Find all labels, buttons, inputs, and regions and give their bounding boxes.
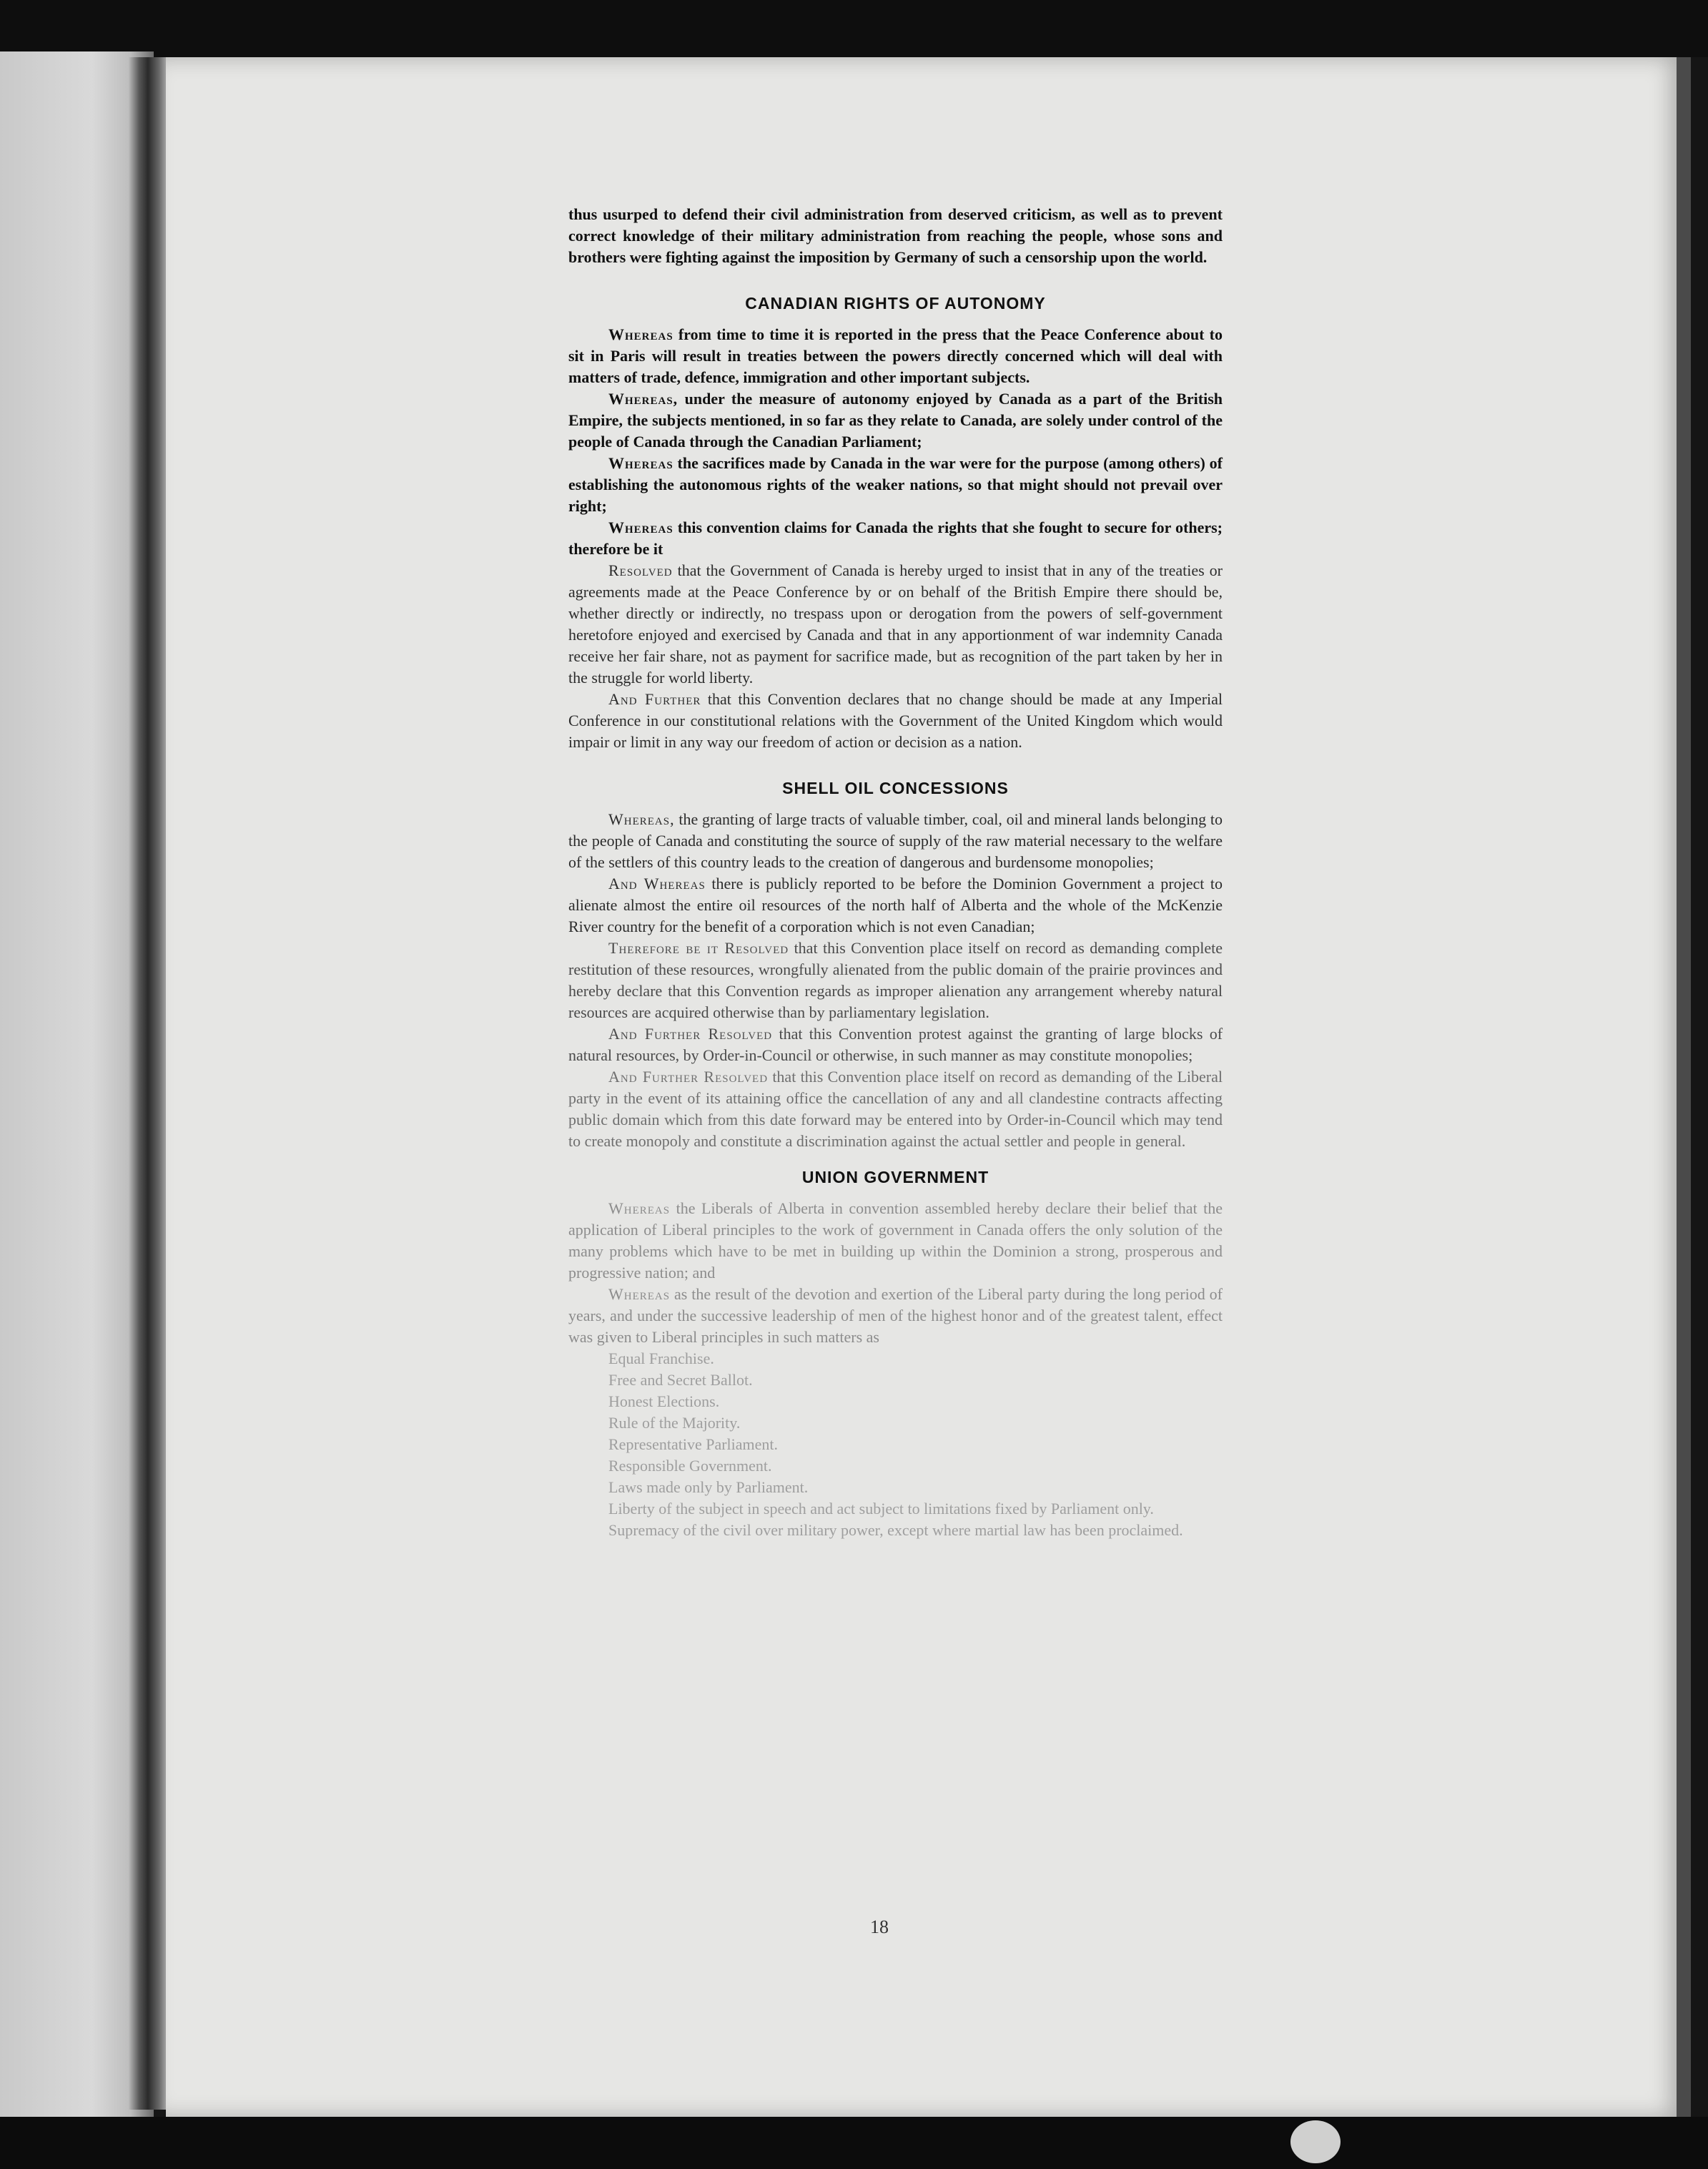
shell-p1-lead: Whereas,	[608, 810, 675, 828]
principles-list	[568, 1348, 1223, 1498]
list-item: Rule of the Majority.	[608, 1414, 741, 1432]
autonomy-p6-lead: And Further	[608, 690, 701, 708]
heading-union-government: UNION GOVERNMENT	[801, 1168, 989, 1186]
autonomy-p2-lead: Whereas,	[608, 390, 678, 408]
autonomy-paragraph-1	[568, 324, 1223, 388]
list-item: Honest Elections.	[608, 1392, 720, 1410]
autonomy-paragraph-3	[568, 453, 1223, 517]
autonomy-p3-lead: Whereas	[608, 454, 673, 472]
list-item: Representative Parliament.	[608, 1435, 779, 1453]
book-gutter	[129, 57, 172, 2110]
scan-artifact	[1290, 2120, 1341, 2163]
list-item: Equal Franchise.	[608, 1349, 714, 1367]
shell-oil-paragraph-2	[568, 873, 1223, 938]
shell-oil-paragraph-5	[568, 1066, 1223, 1152]
autonomy-paragraph-5	[568, 560, 1223, 689]
union-paragraph-4: Supremacy of the civil over military power, except where martial law has been proclaimed.	[608, 1521, 1183, 1539]
autonomy-paragraph-4	[568, 517, 1223, 560]
autonomy-p3-text: the sacrifices made by Canada in the war were for the purpose (among others) of establishing the autonomous rights of the weaker nations, so that might should not prevail over right;	[568, 454, 1223, 515]
union-p2-text: as the result of the devotion and exertion of the Liberal party during the long period of years, and under the successive leadership of men of the highest honor and of the greatest talent, effect was given to Liberal principles in such matters as	[568, 1285, 1223, 1346]
list-item: Free and Secret Ballot.	[608, 1371, 753, 1389]
shell-p1-text: the granting of large tracts of valuable timber, coal, oil and mineral lands belonging to the people of Canada and constituting the source of supply of the raw material necessary to the welfare of the settlers of this country leads to the creation of dangerous and burdensome monopolies;	[568, 810, 1223, 871]
union-p1-text: the Liberals of Alberta in convention assembled hereby declare their belief that the application of Liberal principles to the work of government in Canada offers the only solution of the many problems which have to be met in building up within the Dominion a strong, prosperous and progressive nation; and	[568, 1199, 1223, 1282]
union-paragraph-1	[568, 1198, 1223, 1284]
page-text	[568, 204, 1223, 1541]
autonomy-p1-lead: Whereas	[608, 325, 673, 343]
page-right-edge	[1677, 57, 1691, 2117]
shell-p5-text: that this Convention place itself on record as demanding of the Liberal party in the event of its attaining office the cancellation of any and all clandestine contracts affecting public domain which from this date forward may be entered into by Order-in-Council which may tend to create monopoly and constitute a discrimination against the actual settler and people in general.	[568, 1068, 1223, 1150]
shell-oil-paragraph-3	[568, 938, 1223, 1023]
intro-paragraph: thus usurped to defend their civil administration from deserved criticism, as well as to prevent correct knowledge of their military administration from reaching the people, whose sons and brothers were fighting against the imposition by Germany of such a censorship upon the world.	[568, 205, 1223, 266]
shell-p5-lead: And Further Resolved	[608, 1068, 769, 1086]
autonomy-p5-text: that the Government of Canada is hereby urged to insist that in any of the treaties or agreements made at the Peace Conference by or on behalf of the British Empire there should be, whether directly or indirectly, no trespass upon or derogation from the powers of self-government heretofore enjoyed and exercised by Canada and that in any apportionment of war indemnity Canada receive her fair share, not as payment for sacrifice made, but as recognition of the part taken by her in the struggle for world liberty.	[568, 561, 1223, 687]
autonomy-p4-lead: Whereas	[608, 518, 673, 536]
union-paragraph-3: Liberty of the subject in speech and act subject to limitations fixed by Parliament only.	[608, 1500, 1154, 1518]
list-item: Responsible Government.	[608, 1457, 772, 1475]
shell-p2-lead: And Whereas	[608, 875, 706, 892]
shell-p4-lead: And Further Resolved	[608, 1025, 773, 1043]
shell-oil-paragraph-4	[568, 1023, 1223, 1066]
autonomy-p5-lead: Resolved	[608, 561, 673, 579]
shell-p2-text: there is publicly reported to be before the Dominion Government a project to alienate almost the entire oil resources of the north half of Alberta and the whole of the McKenzie River country for the benefit of a corporation which is not even Canadian;	[568, 875, 1223, 935]
shell-oil-paragraph-1	[568, 809, 1223, 873]
autonomy-p1-text: from time to time it is reported in the press that the Peace Conference about to sit in Paris will result in treaties between the powers directly concerned which will deal with matters of trade, defence, immigration and other important subjects.	[568, 325, 1223, 386]
scan-bottom-border	[0, 2117, 1708, 2169]
heading-shell-oil: SHELL OIL CONCESSIONS	[782, 779, 1009, 797]
list-item: Laws made only by Parliament.	[608, 1478, 809, 1496]
page-number: 18	[870, 1917, 889, 1937]
shell-p3-text: that this Convention place itself on record as demanding complete restitution of these resources, wrongfully alienated from the public domain of the prairie provinces and hereby declare that this Convention regards as improper alienation any arrangement whereby natural resources are acquired otherwise than by parliamentary legislation.	[568, 939, 1223, 1021]
autonomy-paragraph-6	[568, 689, 1223, 753]
union-paragraph-2	[568, 1284, 1223, 1348]
union-p2-lead: Whereas	[608, 1285, 671, 1303]
autonomy-p6-text: that this Convention declares that no change should be made at any Imperial Conference in our constitutional relations with the Government of the United Kingdom which would impair or limit in any way our freedom of action or decision as a nation.	[568, 690, 1223, 751]
autonomy-p4-text: this convention claims for Canada the rights that she fought to secure for others; therefore be it	[568, 518, 1223, 558]
scan-top-border	[0, 0, 1708, 57]
autonomy-p2-text: under the measure of autonomy enjoyed by Canada as a part of the British Empire, the subjects mentioned, in so far as they relate to Canada, are solely under control of the people of Canada through the Canadian Parliament;	[568, 390, 1223, 451]
union-p1-lead: Whereas	[608, 1199, 671, 1217]
shell-p3-lead: Therefore be it Resolved	[608, 939, 789, 957]
shell-p4-text: that this Convention protest against the granting of large blocks of natural resources, by Order-in-Council or otherwise, in such manner as may constitute monopolies;	[568, 1025, 1223, 1064]
heading-canadian-rights: CANADIAN RIGHTS OF AUTONOMY	[745, 294, 1046, 313]
autonomy-paragraph-2	[568, 388, 1223, 453]
